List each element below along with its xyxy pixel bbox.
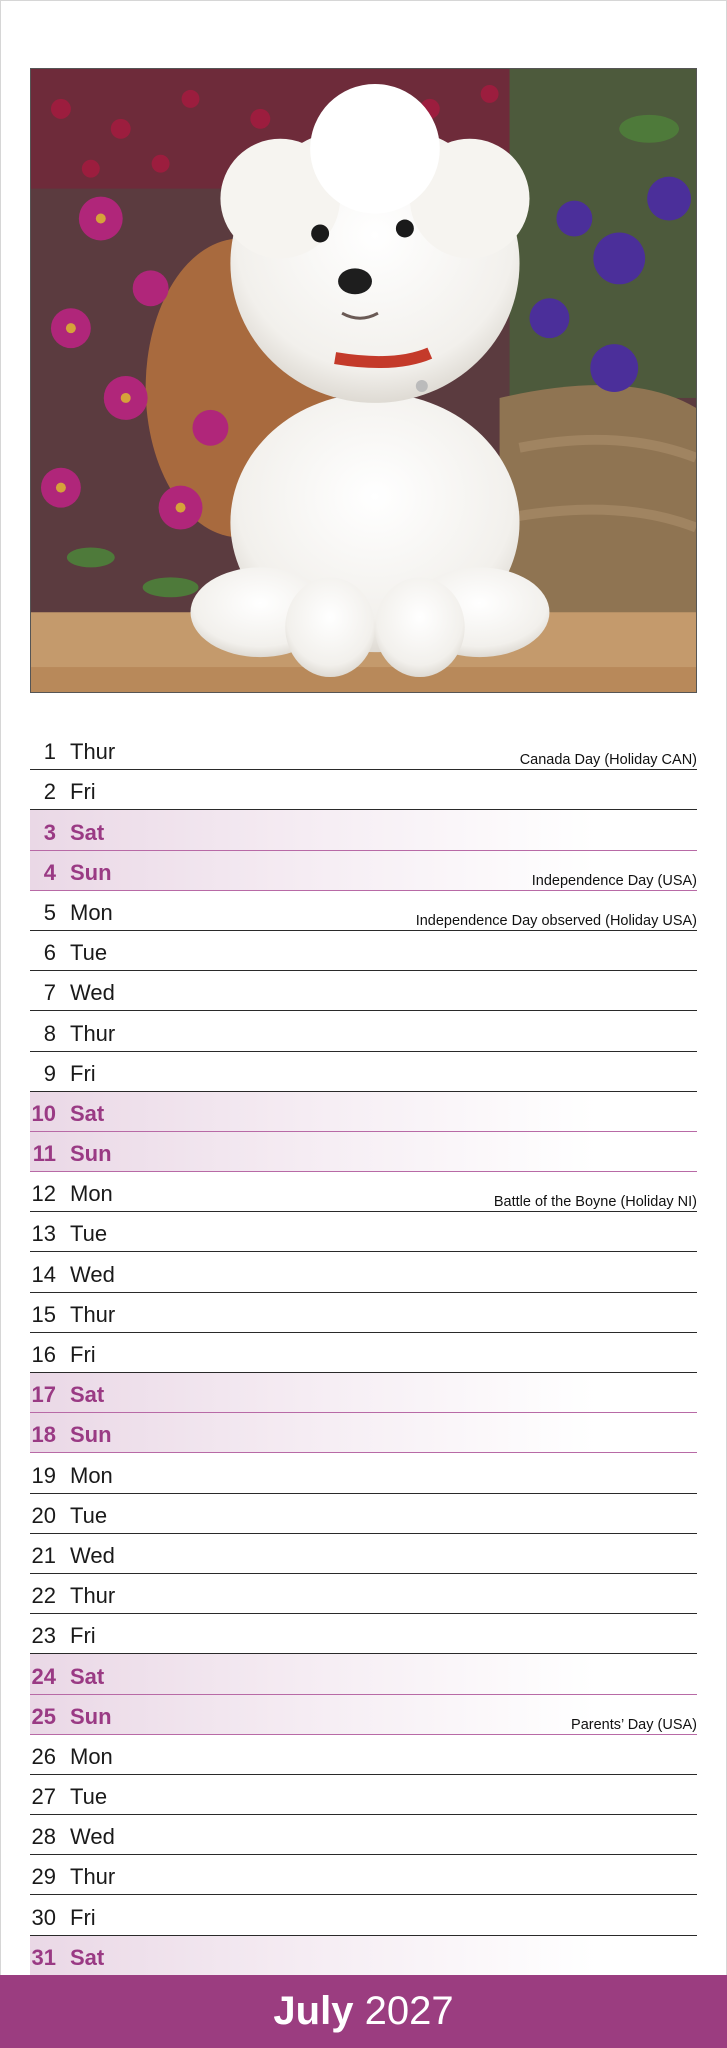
day-row: [30, 1936, 697, 1976]
day-number: 17: [31, 1382, 56, 1408]
day-name: Wed: [70, 980, 115, 1006]
day-number: 5: [43, 899, 56, 925]
day-name: Sat: [70, 1663, 105, 1689]
day-number: 11: [32, 1141, 56, 1167]
day-name: Wed: [70, 1542, 115, 1568]
day-list: [30, 730, 697, 1976]
day-number: 27: [31, 1784, 56, 1810]
day-name: Fri: [70, 1060, 96, 1086]
day-row: [30, 1895, 697, 1935]
day-number: 24: [31, 1663, 56, 1689]
day-row: [30, 770, 697, 810]
day-row: [30, 851, 697, 891]
day-name: Thur: [70, 1583, 116, 1609]
day-name: Tue: [70, 940, 108, 966]
day-row: [30, 1494, 697, 1534]
holiday-label: Parents’ Day (USA): [571, 1716, 697, 1733]
day-row: [30, 1775, 697, 1815]
day-row: [30, 1695, 697, 1735]
day-row: [30, 1011, 697, 1051]
day-name: Thur: [70, 1864, 116, 1890]
day-name: Sat: [70, 1944, 105, 1970]
day-number: 15: [31, 1301, 56, 1327]
day-row: [30, 1614, 697, 1654]
day-name: Thur: [70, 1301, 116, 1327]
day-row: [30, 1052, 697, 1092]
day-name: Mon: [70, 899, 113, 925]
day-row: [30, 1373, 697, 1413]
day-number: 3: [43, 819, 56, 845]
day-number: 22: [31, 1583, 56, 1609]
day-number: 13: [31, 1221, 56, 1247]
day-name: Sun: [70, 1703, 112, 1729]
day-row: [30, 931, 697, 971]
day-row: [30, 1413, 697, 1453]
day-row: [30, 1815, 697, 1855]
day-number: 10: [31, 1100, 56, 1126]
day-number: 26: [31, 1743, 56, 1769]
day-row: [30, 1252, 697, 1292]
day-name: Wed: [70, 1261, 115, 1287]
holiday-label: Battle of the Boyne (Holiday NI): [493, 1194, 697, 1211]
day-row: [30, 1735, 697, 1775]
day-number: 1: [43, 739, 56, 765]
day-name: Sun: [70, 1141, 112, 1167]
day-number: 4: [43, 859, 56, 885]
day-number: 20: [31, 1502, 56, 1528]
holiday-label: Canada Day (Holiday CAN): [519, 752, 697, 769]
day-name: Tue: [70, 1784, 108, 1810]
day-name: Tue: [70, 1502, 108, 1528]
day-number: 7: [43, 980, 56, 1006]
day-name: Sun: [70, 859, 112, 885]
day-number: 18: [31, 1422, 56, 1448]
calendar-photo: [30, 68, 697, 693]
day-name: Sun: [70, 1422, 112, 1448]
day-row: [30, 730, 697, 770]
day-row: [30, 1333, 697, 1373]
month-footer: [0, 1975, 727, 2048]
day-number: 6: [43, 940, 56, 966]
day-number: 29: [31, 1864, 56, 1890]
day-name: Thur: [70, 739, 116, 765]
day-number: 12: [31, 1181, 56, 1207]
day-row: [30, 1453, 697, 1493]
day-name: Fri: [70, 779, 96, 805]
day-row: [30, 1574, 697, 1614]
day-row: [30, 1132, 697, 1172]
day-name: Tue: [70, 1221, 108, 1247]
day-name: Wed: [70, 1824, 115, 1850]
day-row: [30, 891, 697, 931]
day-number: 14: [31, 1261, 56, 1287]
day-name: Sat: [70, 819, 105, 845]
puppy-photo-image: [31, 69, 696, 692]
holiday-label: Independence Day observed (Holiday USA): [415, 912, 697, 929]
day-number: 31: [31, 1944, 56, 1970]
day-row: [30, 1212, 697, 1252]
day-number: 19: [31, 1462, 56, 1488]
day-name: Mon: [70, 1181, 113, 1207]
day-number: 16: [31, 1342, 56, 1367]
day-number: 25: [31, 1703, 56, 1729]
day-number: 30: [31, 1904, 56, 1930]
day-row: [30, 1092, 697, 1132]
holiday-label: Independence Day (USA): [531, 872, 697, 889]
day-row: [30, 810, 697, 850]
day-number: 28: [31, 1824, 56, 1850]
day-name: Fri: [70, 1904, 96, 1930]
day-row: [30, 1855, 697, 1895]
day-name: Mon: [70, 1462, 113, 1488]
day-name: Fri: [70, 1623, 96, 1649]
day-name: Sat: [70, 1100, 105, 1126]
day-name: Sat: [70, 1382, 105, 1408]
day-name: Fri: [70, 1342, 96, 1367]
day-row: [30, 971, 697, 1011]
day-row: [30, 1293, 697, 1333]
day-number: 21: [31, 1542, 56, 1568]
day-number: 23: [31, 1623, 56, 1649]
day-number: 2: [43, 779, 56, 805]
day-number: 8: [43, 1020, 56, 1046]
month-label: July: [273, 1989, 354, 2033]
day-name: Thur: [70, 1020, 116, 1046]
day-name: Mon: [70, 1743, 113, 1769]
day-number: 9: [43, 1060, 56, 1086]
day-row: [30, 1654, 697, 1694]
day-row: [30, 1172, 697, 1212]
day-row: [30, 1534, 697, 1574]
year-label: 2027: [364, 1989, 454, 2033]
